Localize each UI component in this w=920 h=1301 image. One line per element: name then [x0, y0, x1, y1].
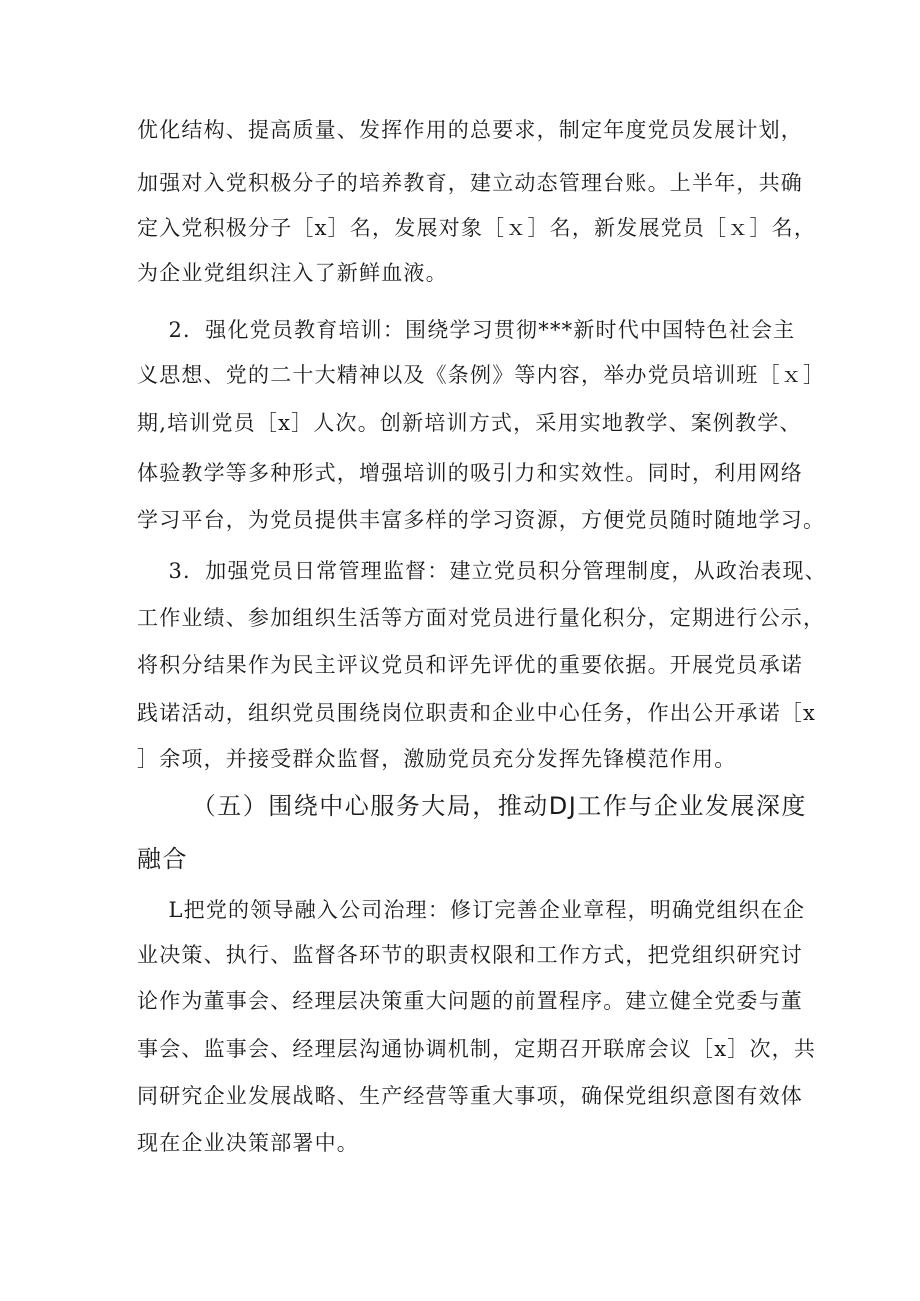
text-line: 同研究企业发展战略、生产经营等重大事项，确保党组织意图有效体 [137, 1084, 803, 1108]
text-line: 3．加强党员日常管理监督：建立党员积分管理制度，从政治表现、 [137, 559, 827, 583]
text-line: 业决策、执行、监督各环节的职责权限和工作方式，把党组织研究讨 [137, 943, 803, 967]
text-line: 期,培训党员［x］人次。创新培训方式，采用实地教学、案例教学、 [137, 411, 802, 435]
text-line: 事会、监事会、经理层沟通协调机制，定期召开联席会议［x］次，共 [137, 1037, 817, 1061]
text-line: 工作业绩、参加组织生活等方面对党员进行量化积分，定期进行公示， [137, 606, 826, 630]
text-line: 为企业党组织注入了新鲜血液。 [137, 261, 448, 285]
text-line: 加强对入党积极分子的培养教育，建立动态管理台账。上半年，共确 [137, 171, 803, 195]
text-line: 体验教学等多种形式，增强培训的吸引力和实效性。同时，利用网络 [137, 461, 803, 485]
section-heading: （五）围绕中心服务大局，推动DJ工作与企业发展深度 [137, 792, 807, 820]
text-line: 践诺活动，组织党员围绕岗位职责和企业中心任务，作出公开承诺［x [137, 701, 817, 725]
text-line: 论作为董事会、经理层决策重大问题的前置程序。建立健全党委与董 [137, 989, 803, 1013]
text-line: 2．强化党员教育培训：围绕学习贯彻***新时代中国特色社会主 [137, 318, 796, 342]
text-line: 现在企业决策部署中。 [137, 1131, 359, 1155]
text-line: L把党的领导融入公司治理：修订完善企业章程，明确党组织在企 [137, 898, 806, 922]
text-line: ］余项，并接受群众监督，激励党员充分发挥先锋模范作用。 [137, 747, 737, 771]
text-line: 优化结构、提高质量、发挥作用的总要求，制定年度党员发展计划， [137, 118, 803, 142]
text-line: 学习平台，为党员提供丰富多样的学习资源，方便党员随时随地学习。 [137, 508, 826, 532]
text-line: 将积分结果作为民主评议党员和评先评优的重要依据。开展党员承诺 [137, 653, 803, 677]
section-heading-continued: 融合 [137, 845, 188, 873]
text-line: 定入党积极分子［x］名，发展对象［ｘ］名，新发展党员［ｘ］名， [137, 216, 817, 240]
text-line: 义思想、党的二十大精神以及《条例》等内容，举办党员培训班［ｘ］ [137, 363, 826, 387]
